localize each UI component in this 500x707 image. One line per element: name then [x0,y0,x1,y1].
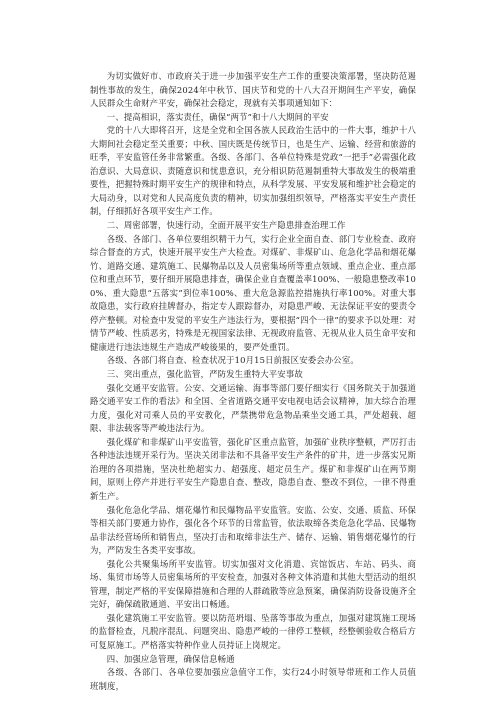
body-paragraph: 强化公共聚集场所平安监管。切实加强对文化消遣、宾馆饭店、车站、码头、商场、集贸市场等人员密集场所的平安检查，加强对各种文体消遣和其他大型活动的组织管理，制定严格的平安保障措施和合理的人群疏散等应急预案，确保消防设备设施齐全完好，确保疏散通道、平安出口畅通。 [90,558,416,610]
body-paragraph: 强化交通平安监管。公安、交通运输、海事等部门要仔细实行《国务院关于加强道路交通平安工作的看法》和全国、全省道路交通平安电视电话会议精神，加大综合治理力度，强化对司乘人员的平安教化，严禁携带危急物品乘坐交通工具，严处超载、超限、非法载客等严峻违法行为。 [90,382,416,434]
body-paragraph: 各级、各部门将自查、检查状况于10月15日前报区安委会办公室。 [106,355,359,366]
body-paragraph: 强化煤矿和非煤矿山平安监管，强化矿区重点监管，加强矿业秩序整顿，严厉打击各种违法违规开采行为。坚决关闭非法和不具备平安生产条件的矿井，进一步落实兄斯治理的各项措施，坚决杜绝超实力、超强度、超定员生产。煤矿和非煤矿山在两节期间，原则上停产并进行平安生产隐患自查、整改，隐患自查、整改不到位，一律不得重新生产。 [90,436,416,501]
section-heading-4: 四、加强应急管理，确保信息畅通 [106,653,235,664]
section-heading-3: 三、突出重点，强化监管，严防发生重特大平安事故 [106,369,303,380]
body-paragraph: 强化建筑施工平安监管。要以防范坍塌、坠落等事故为重点，加强对建筑施工现场的监督检查，凡脱序混乱、问题突出、隐患严峻的一律停工整顿，经整顿验收合格后方可复原施工。严格落实特种作业人员持证上岗规定。 [90,612,416,650]
body-paragraph: 强化危急化学品、烟花爆竹和民爆物品平安监管。安监、公安、交通、质监、环保等相关部门要通力协作，强化各个环节的日常监管，依法取缔各类危急化学品、民爆物品非法经营场所和销售点，坚决打击和取缔非法生产、储存、运输、销售烟花爆竹的行为，严防发生各类平安事故。 [90,504,416,556]
intro-paragraph: 为切实做好市、市政府关于进一步加强平安生产工作的重要决策部署，坚决防范遏制性事故的发生，确保2024年中秋节、国庆节和党的十八大召开期间生产平安，确保人民群众生命财产平安，确保社会稳定，现就有关事项通知如下： [90,71,416,109]
section-heading-2: 二、周密部署，快速行动，全面开展平安生产隐患排查治理工作 [106,220,346,231]
document-body [90,70,416,693]
section-heading-1: 一、提高相识，落实责任，确保“两节”和十八大期间的平安 [106,111,329,122]
body-paragraph: 各级、各部门、各单位要加强应急值守工作，实行24小时领导带班和工作人员值班制度， [90,667,416,691]
body-paragraph: 党的十八大即将召开，这是全党和全国各族人民政治生活中的一件大事，维护十八大期间社会稳定至关重要；中秋、国庆既是传统节日，也是生产、运输、经营和旅游的旺季，平安监管任务非常繁重。各级、各部门、各单位特殊是党政“一把手”必需强化政治意识、大局意识、责随意识和忧患意识，充分相识防范遏制重特大事故发生的极端重要性，把握特殊时期平安生产的规律和特点，从科学发展、平安发展和维护社会稳定的大局动身，以对党和人民高度负责的精神，切实加强组织领导，严格落实平安生产责任制，仔细抓好各项平安生产工作。 [90,125,416,217]
body-paragraph: 各级、各部门、各单位要组织精干力气，实行企业全面自查、部门专业检查、政府综合督查的方式，快速开展平安生产大检查。对煤矿、非煤矿山、危急化学品和烟花爆竹、道路交通、建筑施工、民爆物品以及人员密集场所等重点领域、重点企业、重点部位和重点环节，要仔细开展隐患排查，确保企业自查覆盖率100%、一般隐患整改率100%、重大隐患“五落实”到位率100%、重大危急源监控措施执行率100%。对重大事故隐患，实行政府挂牌督办，指定专人跟踪督办，对隐患严峻、无法保证平安的要责令停产整顿。对检查中发觉的平安生产违法行为，要根据“四个一律”的要求予以处理：对情节严峻、性质恶劣，特殊是无视国家法律、无视政府监管、无视从业人员生命平安和健康进行违法违规生产造成严峻後果的，要严处重罚。 [90,233,416,352]
